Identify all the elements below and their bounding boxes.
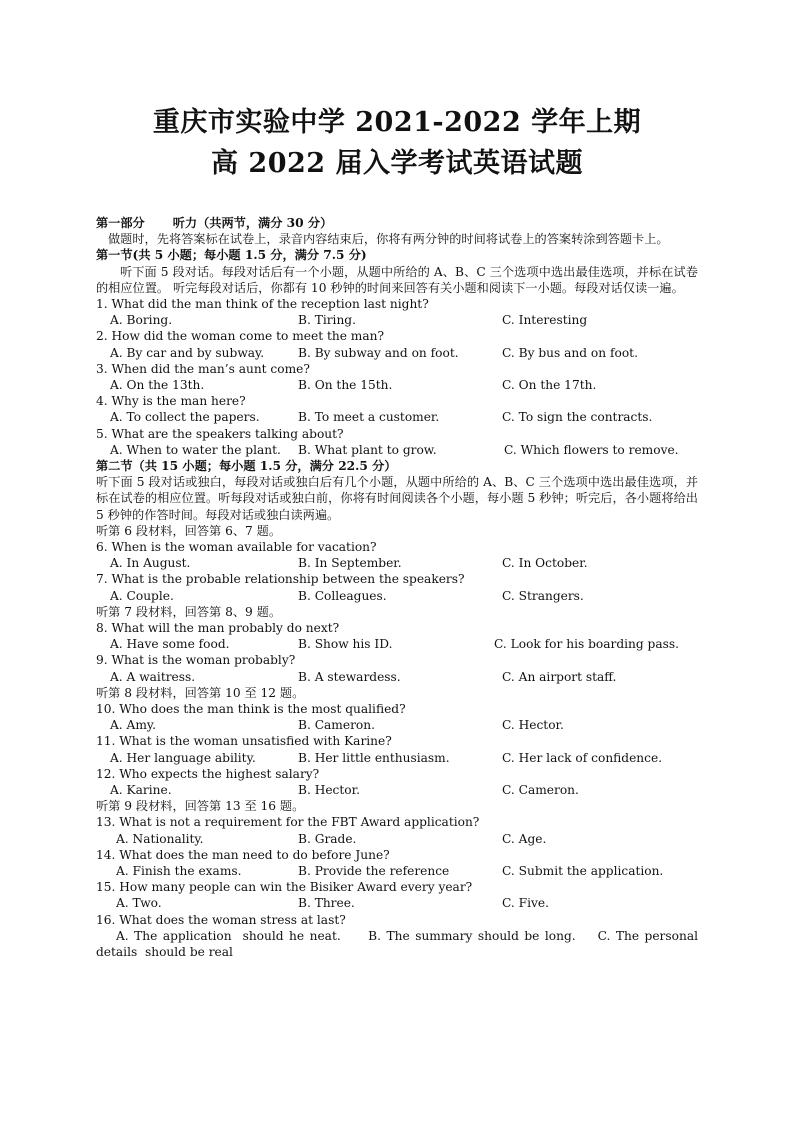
option-row bbox=[96, 588, 698, 604]
option-b: B. By subway and on foot. bbox=[298, 345, 459, 360]
option-b: B. Her little enthusiasm. bbox=[298, 750, 450, 765]
question-block bbox=[96, 426, 698, 458]
option-c: C. On the 17th. bbox=[502, 378, 597, 392]
option-a: A. Nationality. bbox=[116, 831, 204, 846]
question-text: 9. What is the woman probably? bbox=[96, 653, 296, 668]
option-c: C. Which flowers to remove. bbox=[504, 442, 679, 457]
option-row bbox=[96, 312, 698, 328]
option-a: A. In August. bbox=[110, 556, 191, 571]
question-block bbox=[96, 328, 698, 360]
option-b: B. To meet a customer. bbox=[298, 410, 440, 425]
option-a: A. Couple. bbox=[110, 588, 174, 603]
option-b: B. On the 15th. bbox=[298, 378, 393, 392]
option-c: C. Age. bbox=[502, 831, 547, 846]
question-block bbox=[96, 393, 698, 425]
option-b: B. Grade. bbox=[298, 831, 357, 846]
part1-heading-left: 第一部分 bbox=[96, 216, 145, 230]
group-intro: 听第 7 段材料，回答第 8、9 题。 bbox=[96, 604, 282, 619]
option-b: B. Colleagues. bbox=[298, 588, 387, 603]
question-text: 13. What is not a requirement for the FBT Award application? bbox=[96, 815, 480, 830]
option-b: B. Three. bbox=[298, 896, 355, 911]
option-row bbox=[96, 750, 698, 766]
question-text: 15. How many people can win the Bisiker Award every year? bbox=[96, 880, 473, 895]
option-a: A. Have some food. bbox=[110, 637, 230, 652]
option-a: A. Two. bbox=[116, 896, 162, 911]
exam-title-line2: 高 2022 届入学考试英语试题 bbox=[211, 148, 583, 179]
group-intro: 听第 6 段材料，回答第 6、7 题。 bbox=[96, 523, 282, 538]
group-intro: 听第 9 段材料，回答第 13 至 16 题。 bbox=[96, 799, 305, 814]
option-c: C. Submit the application. bbox=[502, 863, 664, 878]
option-row bbox=[96, 831, 698, 847]
option-a: A. By car and by subway. bbox=[110, 345, 265, 360]
question-text: 5. What are the speakers talking about? bbox=[96, 426, 344, 441]
option-c: C. Look for his boarding pass. bbox=[494, 637, 679, 652]
option-row bbox=[96, 669, 698, 685]
question-block-16 bbox=[96, 912, 702, 961]
question-text: 16. What does the woman stress at last? bbox=[96, 912, 346, 927]
option-a: A. Karine. bbox=[110, 782, 172, 797]
option-a: A. To collect the papers. bbox=[110, 410, 260, 425]
option-row bbox=[96, 555, 698, 571]
question-group bbox=[96, 685, 698, 798]
question-text: 10. Who does the man think is the most qualified? bbox=[96, 701, 406, 716]
question-group bbox=[96, 523, 698, 604]
question-text: 8. What will the man probably do next? bbox=[96, 620, 340, 635]
section2-heading: 第二节（共 15 小题；每小题 1.5 分，满分 22.5 分） bbox=[96, 458, 397, 473]
q16-options: A. The application should he neat. B. The summary should be long. C. The personal details should be real bbox=[96, 928, 702, 959]
question-group bbox=[96, 798, 698, 911]
option-a: A. When to water the plant. bbox=[110, 442, 281, 457]
option-c: C. Five. bbox=[502, 896, 549, 911]
option-row bbox=[96, 782, 698, 798]
option-b: B. Cameron. bbox=[298, 718, 375, 733]
group-intro: 听第 8 段材料，回答第 10 至 12 题。 bbox=[96, 685, 305, 700]
option-c: C. To sign the contracts. bbox=[502, 410, 653, 425]
option-a: A. Amy. bbox=[110, 718, 157, 733]
option-a: A. A waitress. bbox=[110, 669, 196, 684]
option-a: A. On the 13th. bbox=[110, 378, 205, 392]
question-block bbox=[96, 296, 698, 328]
option-row bbox=[96, 863, 698, 879]
question-text: 6. When is the woman available for vacation? bbox=[96, 539, 377, 554]
question-text: 11. What is the woman unsatisfied with Karine? bbox=[96, 734, 392, 749]
option-c: C. An airport staff. bbox=[502, 669, 617, 684]
question-group bbox=[96, 604, 698, 685]
section1-instruction: 听下面 5 段对话。每段对话后有一个小题，从题中所给的 A、B、C 三个选项中选出最佳选项，并标在试卷的相应位置。 听完每段对话后，你都有 10 秒钟的时间来回答有关小题和阅读下一小题。每段对话仅读一遍。 bbox=[96, 264, 698, 295]
question-text: 14. What does the man need to do before June? bbox=[96, 847, 390, 862]
option-row bbox=[96, 345, 698, 361]
option-c: C. Her lack of confidence. bbox=[502, 750, 663, 765]
section2-instruction: 听下面 5 段对话或独白，每段对话或独白后有几个小题，从题中所给的 A、B、C 三个选项中选出最佳选项，并标在试卷的相应位置。听每段对话或独白前，你将有时间阅读各个小题，每小题 5 秒钟；听完后，各小题将给出 5 秒钟的作答时间。每段对话或独白读两遍。 bbox=[96, 475, 698, 522]
section1-heading: 第一节(共 5 小题；每小题 1.5 分，满分 7.5 分) bbox=[96, 248, 367, 263]
option-a: A. Boring. bbox=[110, 313, 173, 328]
option-row bbox=[96, 409, 698, 425]
question-text: 12. Who expects the highest salary? bbox=[96, 766, 320, 781]
option-b: B. In September. bbox=[298, 556, 402, 571]
option-row bbox=[96, 895, 698, 911]
option-row bbox=[96, 377, 698, 393]
question-text: 3. When did the man’s aunt come? bbox=[96, 361, 310, 376]
part1-heading-right: 听力（共两节，满分 30 分） bbox=[172, 216, 333, 230]
question-text: 2. How did the woman come to meet the man? bbox=[96, 329, 385, 344]
option-c: C. Interesting bbox=[502, 313, 588, 328]
option-c: C. Strangers. bbox=[502, 588, 584, 603]
exam-body bbox=[96, 215, 702, 960]
option-a: A. Finish the exams. bbox=[116, 863, 242, 878]
part1-heading bbox=[96, 215, 698, 231]
option-row bbox=[96, 636, 698, 652]
option-c: C. By bus and on foot. bbox=[502, 345, 638, 360]
exam-title-line1: 重庆市实验中学 2021-2022 学年上期 bbox=[152, 107, 642, 138]
option-c: C. In October. bbox=[502, 556, 588, 571]
option-b: B. Hector. bbox=[298, 782, 360, 797]
option-b: B. Provide the reference bbox=[298, 863, 450, 878]
option-b: B. Show his ID. bbox=[298, 637, 393, 652]
part1-instruction: 做题时，先将答案标在试卷上，录音内容结束后，你将有两分钟的时间将试卷上的答案转涂到答题卡上。 bbox=[108, 232, 669, 247]
section1-questions bbox=[96, 296, 698, 458]
question-text: 7. What is the probable relationship between the speakers? bbox=[96, 572, 465, 587]
option-b: B. What plant to grow. bbox=[298, 442, 437, 457]
question-text: 1. What did the man think of the reception last night? bbox=[96, 297, 429, 312]
option-b: B. A stewardess. bbox=[298, 669, 401, 684]
option-a: A. Her language ability. bbox=[110, 750, 256, 765]
question-block bbox=[96, 361, 698, 393]
option-c: C. Cameron. bbox=[502, 782, 579, 797]
option-b: B. Tiring. bbox=[298, 313, 356, 328]
question-text: 4. Why is the man here? bbox=[96, 394, 246, 409]
option-row bbox=[96, 717, 698, 733]
option-row bbox=[96, 442, 698, 458]
option-c: C. Hector. bbox=[502, 718, 564, 733]
